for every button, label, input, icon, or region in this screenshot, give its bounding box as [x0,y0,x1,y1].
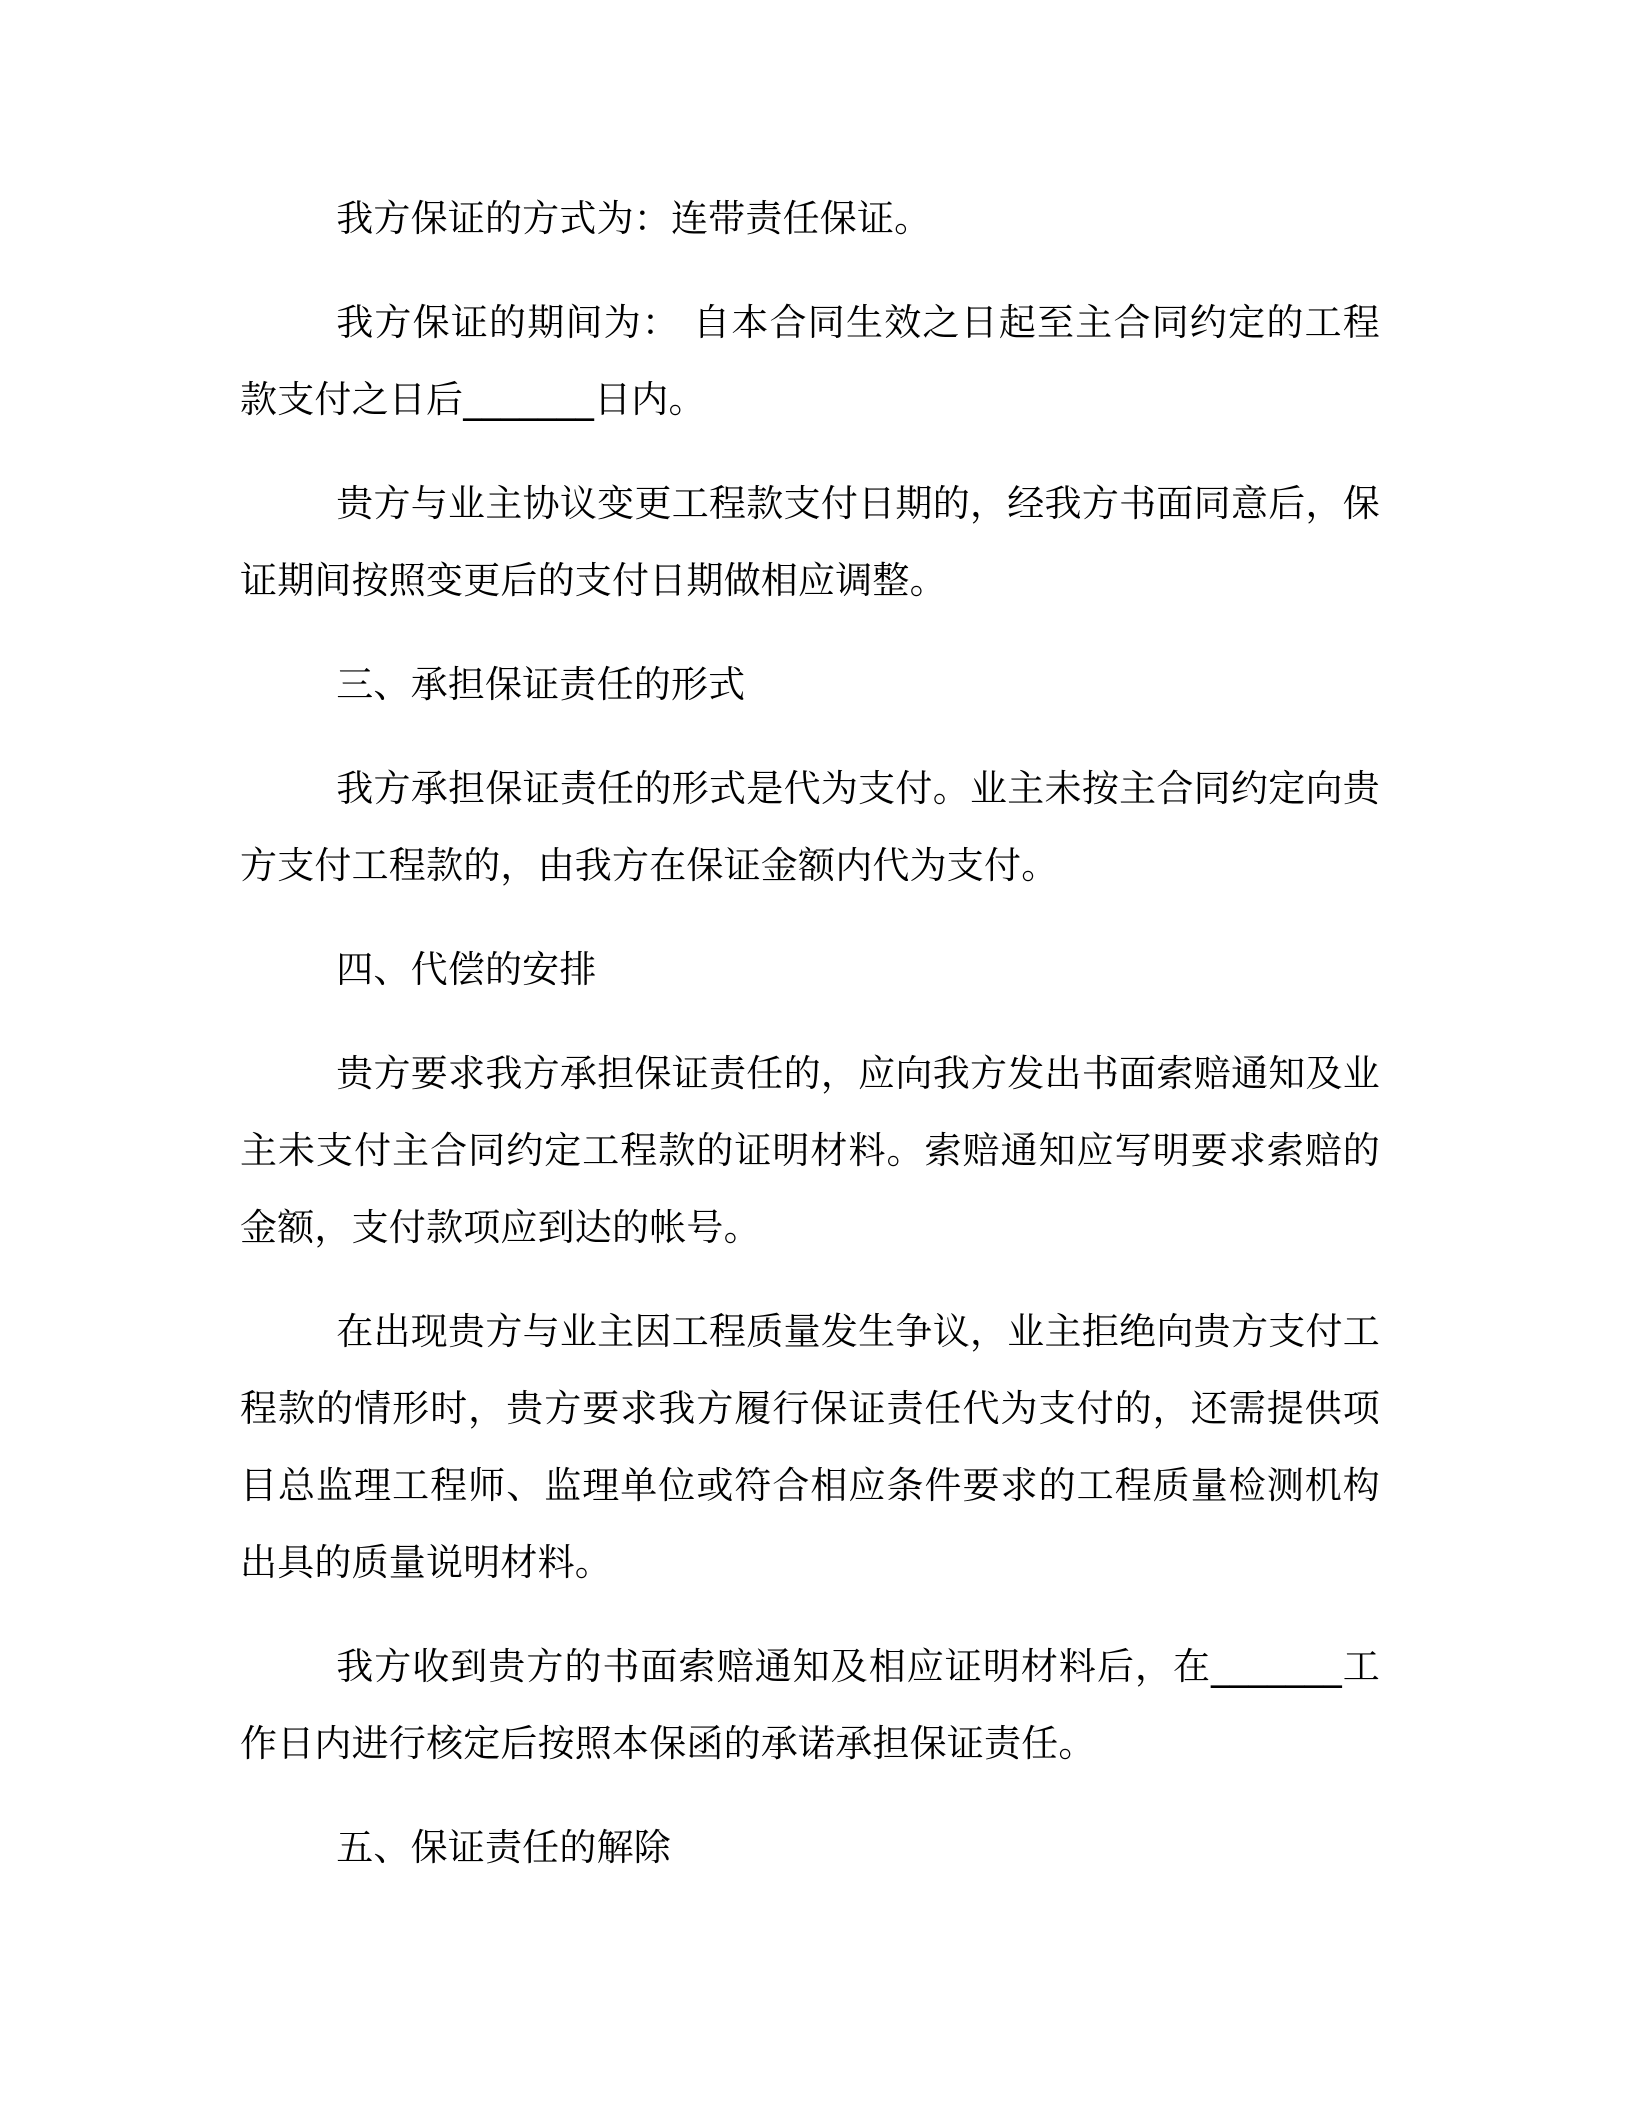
claim-verification-paragraph: 我方收到贵方的书面索赔通知及相应证明材料后，在_______工作日内进行核定后按照本保函的承诺承担保证责任。 [240,1645,1380,1765]
document-body [240,180,1380,1886]
guarantee-method-paragraph: 我方保证的方式为：连带责任保证。 [336,197,932,240]
section-3-heading: 三、承担保证责任的形式 [336,663,746,706]
liability-form-paragraph: 我方承担保证责任的形式是代为支付。业主未按主合同约定向贵方支付工程款的，由我方在保证金额内代为支付。 [240,767,1380,887]
section-4-heading: 四、代偿的安排 [336,948,597,991]
payment-date-change-paragraph: 贵方与业主协议变更工程款支付日期的，经我方书面同意后，保证期间按照变更后的支付日期做相应调整。 [240,482,1380,602]
guarantee-period-paragraph: 我方保证的期间为： 自本合同生效之日起至主合同约定的工程款支付之日后_______日内。 [240,301,1380,421]
section-5-heading: 五、保证责任的解除 [336,1826,671,1869]
quality-dispute-paragraph: 在出现贵方与业主因工程质量发生争议，业主拒绝向贵方支付工程款的情形时，贵方要求我方履行保证责任代为支付的，还需提供项目总监理工程师、监理单位或符合相应条件要求的工程质量检测机构出具的质量说明材料。 [240,1310,1380,1584]
claim-notice-paragraph: 贵方要求我方承担保证责任的，应向我方发出书面索赔通知及业主未支付主合同约定工程款的证明材料。索赔通知应写明要求索赔的金额，支付款项应到达的帐号。 [240,1052,1380,1249]
